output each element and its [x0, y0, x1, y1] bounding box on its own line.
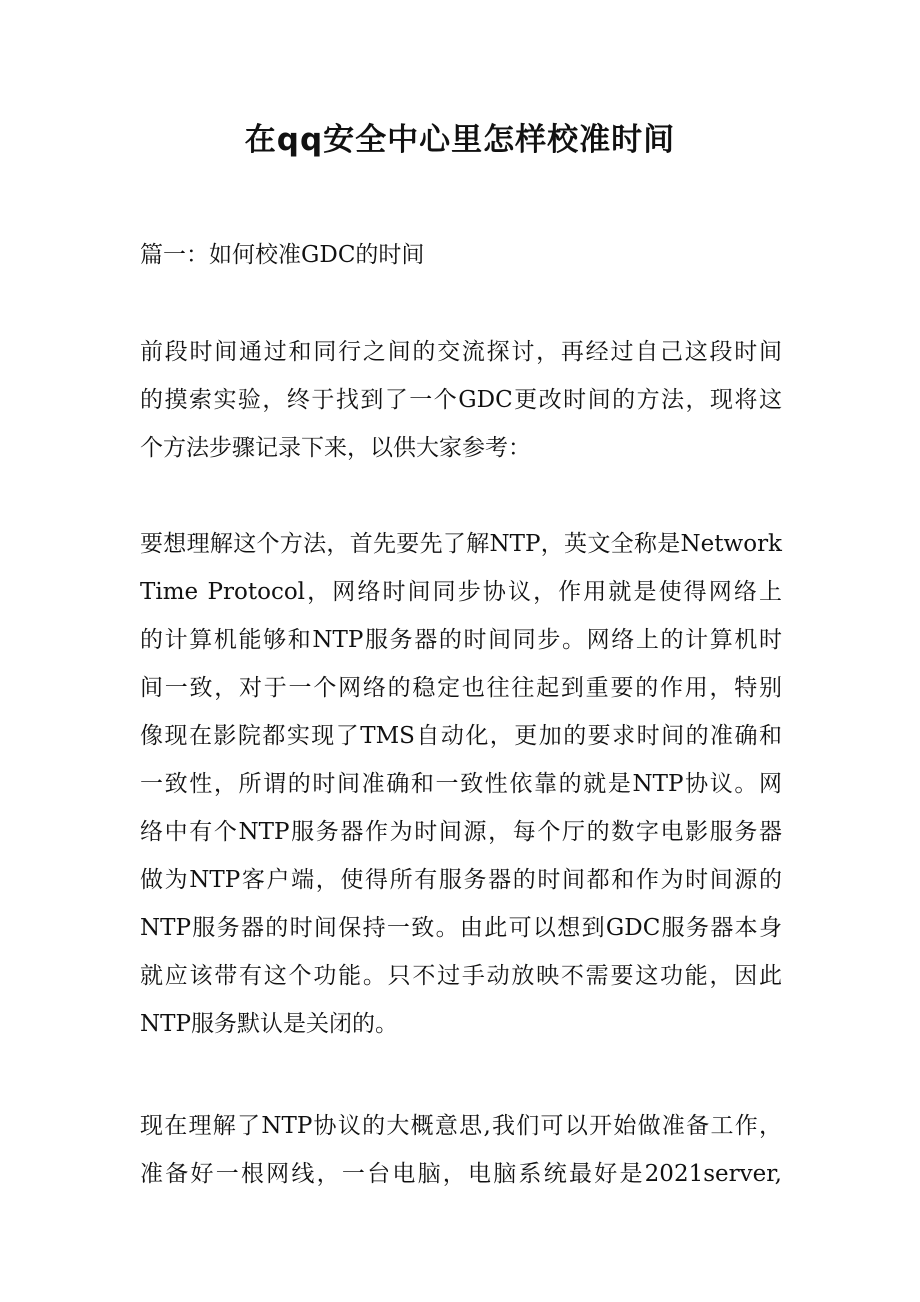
paragraph-3 [140, 1102, 782, 1198]
paragraph-line: NTP服务器的时间保持一致。由此可以想到GDC服务器本身 [140, 915, 782, 941]
paragraph-line: 现在理解了NTP协议的大概意思,我们可以开始做准备工作， [140, 1113, 782, 1139]
paragraph-line: 做为NTP客户端，使得所有服务器的时间都和作为时间源的 [140, 867, 782, 893]
paragraph-line: 个方法步骤记录下来，以供大家参考： [140, 435, 531, 461]
paragraph-line: 要想理解这个方法，首先要先了解NTP，英文全称是Network [140, 531, 782, 557]
paragraph-2 [140, 520, 782, 1048]
section-heading-text: 篇一：如何校准GDC的时间 [140, 242, 425, 268]
document-title: 在qq安全中心里怎样校准时间 [244, 122, 676, 158]
paragraph-line: 络中有个NTP服务器作为时间源，每个厅的数字电影服务器 [140, 819, 782, 845]
paragraph-line: 就应该带有这个功能。只不过手动放映不需要这功能，因此 [140, 963, 782, 989]
paragraph-line: 的计算机能够和NTP服务器的时间同步。网络上的计算机时 [140, 627, 782, 653]
paragraph-line: 准备好一根网线，一台电脑，电脑系统最好是2021server, [140, 1161, 782, 1187]
paragraph-line: 一致性，所谓的时间准确和一致性依靠的就是NTP协议。网 [140, 771, 782, 797]
paragraph-line: 间一致，对于一个网络的稳定也往往起到重要的作用，特别 [140, 675, 782, 701]
paragraph-line: NTP服务默认是关闭的。 [140, 1011, 398, 1037]
paragraph-line: Time Protocol，网络时间同步协议，作用就是使得网络上 [140, 579, 782, 605]
paragraph-1 [140, 328, 782, 472]
paragraph-line: 前段时间通过和同行之间的交流探讨，再经过自己这段时间 [140, 339, 782, 365]
paragraph-line: 的摸索实验，终于找到了一个GDC更改时间的方法，现将这 [140, 387, 782, 413]
section-heading [140, 231, 782, 279]
paragraph-line: 像现在影院都实现了TMS自动化，更加的要求时间的准确和 [140, 723, 782, 749]
